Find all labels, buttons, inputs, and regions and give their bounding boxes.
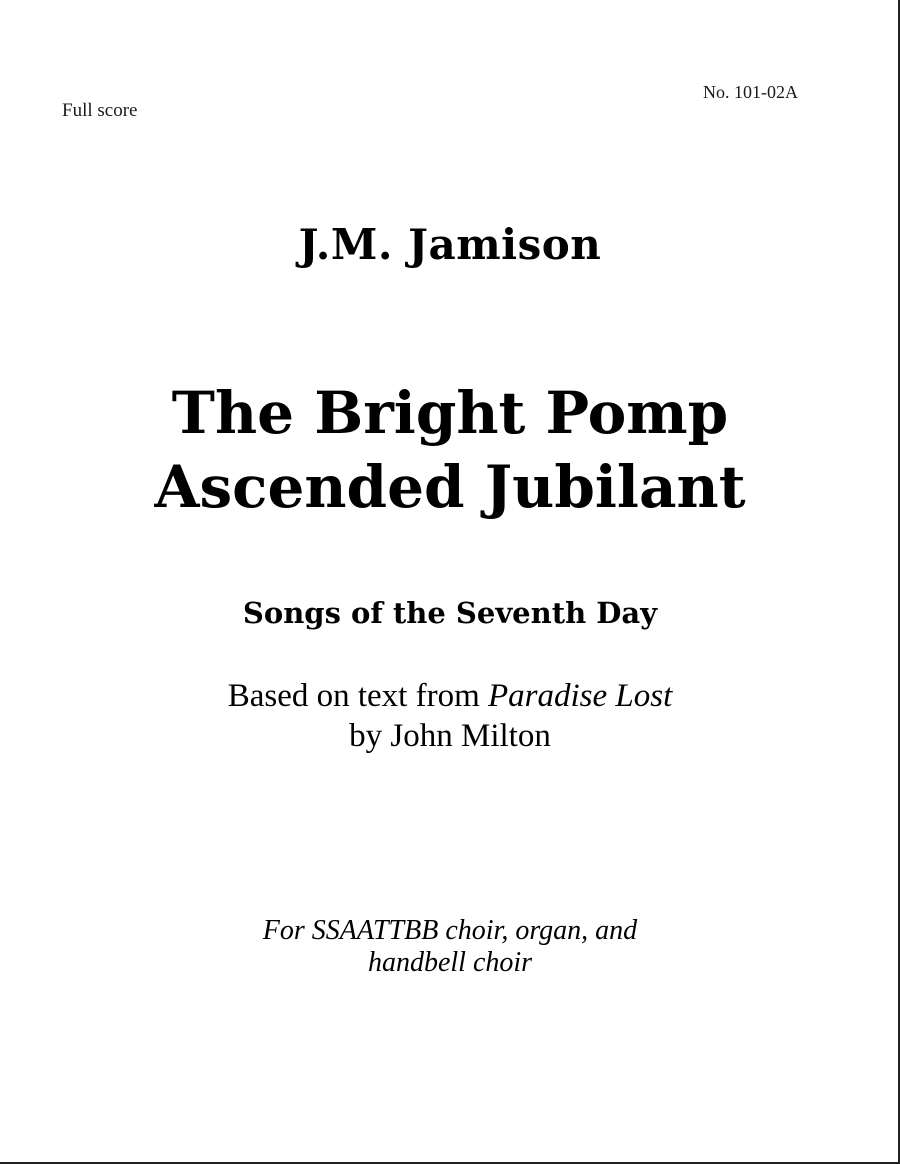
instrumentation-line-2: handbell choir xyxy=(367,947,533,978)
composer-name: J.M. Jamison xyxy=(298,220,602,269)
work-title xyxy=(0,376,900,524)
score-type-label: Full score xyxy=(62,100,138,121)
instrumentation-line-1: For SSAATTBB choir, organ, and xyxy=(262,915,638,946)
source-prefix: Based on text from xyxy=(227,678,488,714)
source-line-1 xyxy=(0,676,900,716)
source-work-title: Paradise Lost xyxy=(488,678,673,714)
source-author: by John Milton xyxy=(349,718,551,754)
text-source xyxy=(0,676,900,756)
instrumentation xyxy=(0,915,900,979)
title-line-2: Ascended Jubilant xyxy=(154,453,746,521)
catalog-number: No. 101-02A xyxy=(703,82,798,102)
collection-subtitle: Songs of the Seventh Day xyxy=(242,596,658,630)
title-line-1: The Bright Pomp xyxy=(171,379,729,447)
